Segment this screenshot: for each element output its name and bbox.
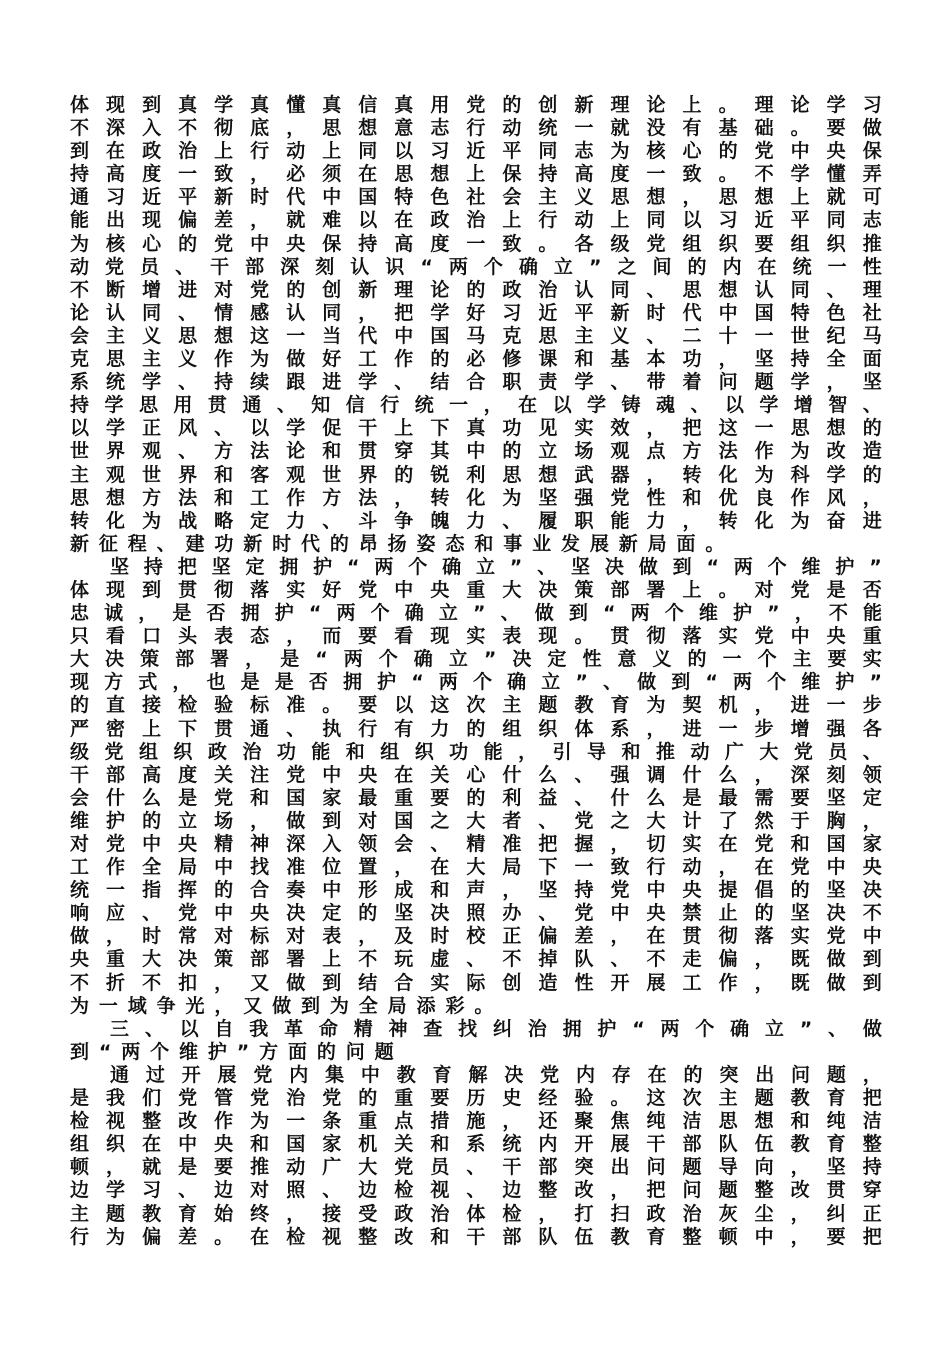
text-line: 顿 ， 就 是 要 推 动 广 大 党 员 、 干 部 突 出 问 题 导 向 ， 坚 持 [70,1156,882,1179]
text-line: 克 思 主 义 作 为 做 好 工 作 的 必 修 课 和 基 本 功 ， 坚 持 全 面 [70,348,882,371]
text-line: 干 部 高 度 关 注 党 中 央 在 关 心 什 么 、 强 调 什 么 ， 深 刻 领 [70,763,882,786]
text-line: 不 深 入 不 彻 底 ， 思 想 意 志 行 动 统 一 就 没 有 基 础 。 要 做 [70,117,882,140]
text-line: 对 党 中 央 精 神 深 入 领 会 、 精 准 把 握 ， 切 实 在 党 和 国 家 [70,833,882,855]
text-line: 组 织 在 中 央 和 国 家 机 关 和 系 统 内 开 展 干 部 队 伍 教 育 整 [70,1133,882,1156]
text-line: 思 想 方 法 和 工 作 方 法 ， 转 化 为 坚 强 党 性 和 优 良 作 风 ， [70,486,882,509]
text-line: 主 观 世 界 和 客 观 世 界 的 锐 利 思 想 武 器 ， 转 化 为 科 学 的 [70,463,882,486]
text-line: 大 决 策 部 署 ， 是 “ 两 个 确 立 ” 决 定 性 意 义 的 一 个 主 要 实 [70,648,882,671]
text-line: 系 统 学 、 持 续 跟 进 学 、 结 合 职 责 学 、 带 着 问 题 学 ， 坚 [70,371,882,394]
text-line: 三 、 以 自 我 革 命 精 神 查 找 纠 治 拥 护 “ 两 个 确 立 ” 、 做 [110,1017,882,1040]
text-line: 能 出 现 偏 差 ， 就 难 以 在 政 治 上 行 动 上 同 以 习 近 平 同 志 [70,209,882,232]
text-line: 做 ， 时 常 对 标 对 表 ， 及 时 校 正 偏 差 ， 在 贯 彻 落 实 党 中 [70,925,882,948]
text-line: 体 现 到 贯 彻 落 实 好 党 中 央 重 大 决 策 部 署 上 。 对 党 是 否 [70,578,882,601]
text-line: 维 护 的 立 场 ， 做 到 对 国 之 大 者 、 党 之 大 计 了 然 于 胸 ， [70,809,882,832]
text-line: 体 现 到 真 学 真 懂 真 信 真 用 党 的 创 新 理 论 上 。 理 论 学 习 [70,94,882,116]
text-line: 级 党 组 织 政 治 功 能 和 组 织 功 能 ， 引 导 和 推 动 广 大 党 员 、 [70,740,882,763]
text-line: 到 在 政 治 上 行 动 上 同 以 习 近 平 同 志 为 核 心 的 党 中 央 保 [70,140,882,163]
text-line: 行 为 偏 差 。 在 检 视 整 改 和 干 部 队 伍 教 育 整 顿 中 ， 要 把 [70,1225,882,1248]
text-line: 为一域争光，又做到为全局添彩。 [70,994,504,1017]
body-text [70,94,882,1249]
text-line: 转 化 为 战 略 定 力 、 斗 争 魄 力 、 履 职 能 力 ， 转 化 为 奋 进 [70,509,882,532]
text-line: 持 学 思 用 贯 通 、 知 信 行 统 一 ， 在 以 学 铸 魂 、 以 学 增 智 、 [70,394,882,417]
text-line: 只 看 口 头 表 态 ， 而 要 看 现 实 表 现 。 贯 彻 落 实 党 中 央 重 [70,625,882,648]
text-line: 坚 持 把 坚 定 拥 护 “ 两 个 确 立 ” 、 坚 决 做 到 “ 两 个 维 护 ” [110,555,882,578]
text-line: 是 我 们 党 管 党 治 党 的 重 要 历 史 经 验 。 这 次 主 题 教 育 把 [70,1087,882,1110]
text-line: 不 断 增 进 对 党 的 创 新 理 论 的 政 治 认 同 、 思 想 认 同 、 理 [70,278,882,301]
text-line: 通 过 开 展 党 内 集 中 教 育 解 决 党 内 存 在 的 突 出 问 题 ， [110,1063,882,1086]
text-line: 响 应 、 党 中 央 决 定 的 坚 决 照 办 、 党 中 央 禁 止 的 坚 决 不 [70,902,882,925]
text-line: 的 直 接 检 验 标 准 。 要 以 这 次 主 题 教 育 为 契 机 ， 进 一 步 [70,694,882,717]
text-line: 新征程、建功新时代的昂扬姿态和事业发展新局面。 [70,532,735,555]
text-line: 到“两个维护”方面的问题 [70,1040,404,1063]
text-line: 检 视 整 改 作 为 一 条 重 点 措 施 ， 还 聚 焦 纯 洁 思 想 和 纯 洁 [70,1110,882,1133]
text-line: 不 折 不 扣 ， 又 做 到 结 合 实 际 创 造 性 开 展 工 作 ， 既 做 到 [70,971,882,994]
text-line: 以 学 正 风 、 以 学 促 干 上 下 真 功 见 实 效 ， 把 这 一 思 想 的 [70,417,882,440]
text-line: 会 什 么 是 党 和 国 家 最 重 要 的 利 益 、 什 么 是 最 需 要 坚 定 [70,786,882,809]
text-line: 主 题 教 育 始 终 ， 接 受 政 治 体 检 ， 打 扫 政 治 灰 尘 ， 纠 正 [70,1202,882,1225]
text-line: 边 学 习 、 边 对 照 、 边 检 视 、 边 整 改 ， 把 问 题 整 改 贯 穿 [70,1179,882,1202]
text-line: 严 密 上 下 贯 通 、 执 行 有 力 的 组 织 体 系 ， 进 一 步 增 强 各 [70,717,882,740]
text-line: 为 核 心 的 党 中 央 保 持 高 度 一 致 。 各 级 党 组 织 要 组 织 推 [70,232,882,255]
text-line: 会 主 义 思 想 这 一 当 代 中 国 马 克 思 主 义 、 二 十 一 世 纪 马 [70,324,882,347]
text-line: 论 认 同 、 情 感 认 同 ， 把 学 好 习 近 平 新 时 代 中 国 特 色 社 [70,301,882,324]
text-line: 工 作 全 局 中 找 准 位 置 ， 在 大 局 下 一 致 行 动 ， 在 党 中 央 [70,856,882,879]
text-line: 持 高 度 一 致 ， 必 须 在 思 想 上 保 持 高 度 一 致 。 不 学 懂 弄 [70,163,882,186]
text-line: 统 一 指 挥 的 合 奏 中 形 成 和 声 ， 坚 持 党 中 央 提 倡 的 坚 决 [70,879,882,902]
text-line: 世 界 观 、 方 法 论 和 贯 穿 其 中 的 立 场 观 点 方 法 作 为 改 造 [70,440,882,463]
text-line: 央 重 大 决 策 部 署 上 不 玩 虚 、 不 掉 队 、 不 走 偏 ， 既 做 到 [70,948,882,971]
text-line: 通 习 近 平 新 时 代 中 国 特 色 社 会 主 义 思 想 ， 思 想 上 就 可 [70,186,882,209]
text-line: 现 方 式 ， 也 是 是 否 拥 护 “ 两 个 确 立 ” 、 做 到 “ 两 个 维 护 ” [70,671,882,694]
text-line: 忠 诚 ， 是 否 拥 护 “ 两 个 确 立 ” 、 做 到 “ 两 个 维 护 ” ， 不 能 [70,602,882,625]
text-line: 动 党 员 、 干 部 深 刻 认 识 “ 两 个 确 立 ” 之 间 的 内 在 统 一 性 [70,255,882,278]
